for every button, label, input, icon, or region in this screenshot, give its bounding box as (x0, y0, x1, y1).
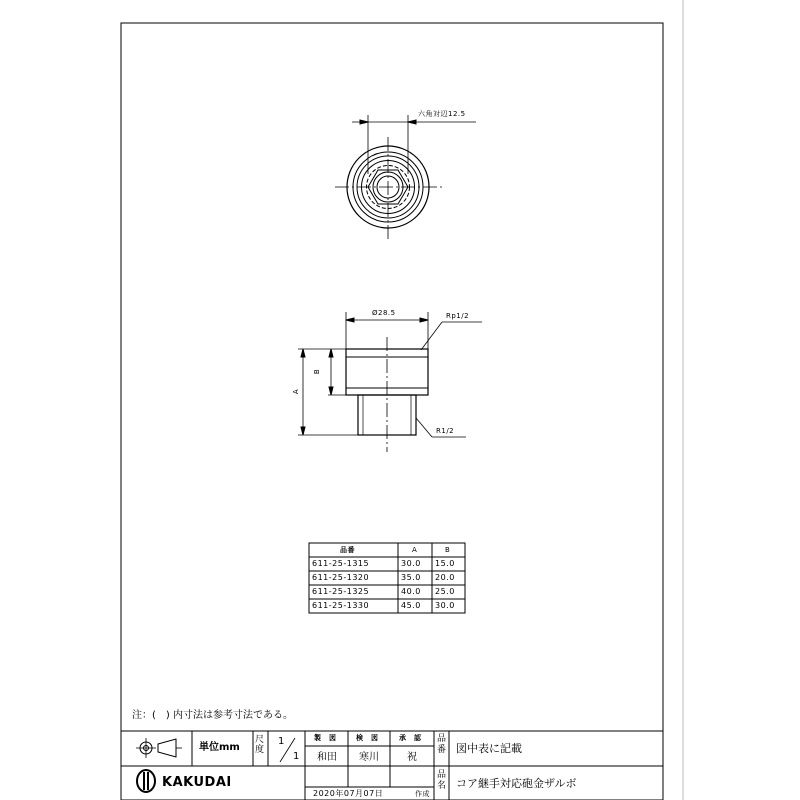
note-text: 注：( ) 内寸法は参考寸法である。 (132, 710, 293, 721)
hex-across-flats-label: 六角対辺12.5 (418, 110, 466, 118)
approver-name: 祝 (407, 752, 417, 763)
col-approve-label: 承 認 (399, 734, 422, 742)
table-row-2-a: 35.0 (401, 573, 421, 582)
table-header-part: 品番 (340, 546, 355, 554)
table-header-b: B (445, 546, 451, 554)
scale-label: 尺度 (255, 735, 265, 755)
creation-date-suffix: 作成 (415, 790, 430, 798)
table-row-3-b: 25.0 (435, 587, 455, 596)
brand-name: KAKUDAI (162, 775, 232, 790)
dimension-b-label: B (313, 368, 322, 375)
table-header-a: A (412, 546, 418, 554)
creation-date: 2020年07月07日 (313, 789, 384, 798)
table-row-1-b: 15.0 (435, 559, 455, 568)
table-row-4-b: 30.0 (435, 601, 455, 610)
table-row-1-part: 611-25-1315 (312, 559, 370, 568)
scale-denominator: 1 (293, 751, 300, 762)
part-no-label: 品番 (437, 734, 447, 755)
scale-numerator: 1 (278, 736, 285, 747)
checker-name: 寒川 (359, 752, 379, 763)
table-row-3-part: 611-25-1325 (312, 587, 370, 596)
table-row-2-part: 611-25-1320 (312, 573, 370, 582)
table-row-4-part: 611-25-1330 (312, 601, 370, 610)
designer-name: 和田 (317, 752, 337, 763)
part-name-label: 品名 (437, 770, 447, 791)
table-row-1-a: 30.0 (401, 559, 421, 568)
thread-r-label: R1/2 (436, 427, 455, 435)
col-design-label: 製 図 (314, 734, 337, 742)
table-row-2-b: 20.0 (435, 573, 455, 582)
dimension-a-label: A (292, 388, 301, 395)
thread-rp-label: Rp1/2 (446, 312, 470, 320)
part-name-value: コア継手対応砲金ザルボ (456, 777, 577, 790)
col-check-label: 検 図 (356, 734, 379, 742)
table-row-3-a: 40.0 (401, 587, 421, 596)
part-no-value: 図中表に記載 (456, 742, 522, 755)
unit-label: 単位mm (199, 742, 240, 753)
diameter-label: Ø28.5 (372, 309, 396, 317)
table-row-4-a: 45.0 (401, 601, 421, 610)
